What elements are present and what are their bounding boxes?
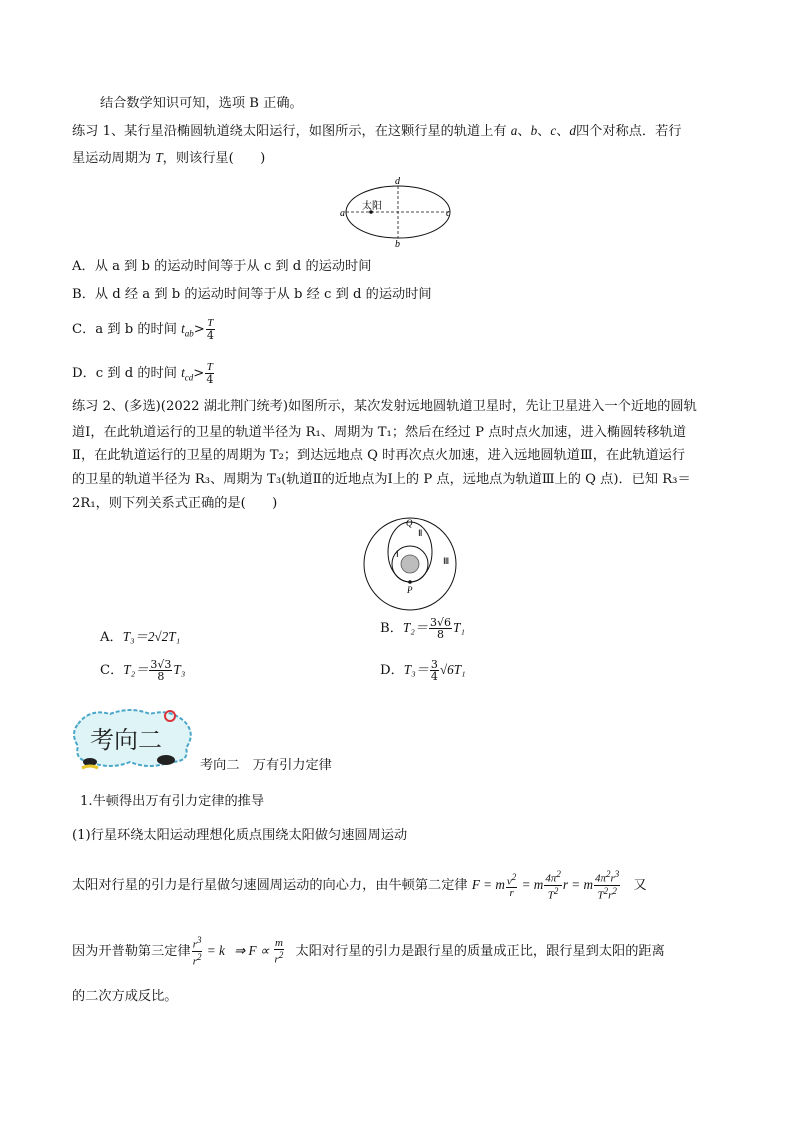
exercise-2-line-5: 2R₁，则下列关系式正确的是( ) [72,496,278,511]
exercise-2-option-b: B．T₂＝ $\frac{3√6}{8}$ T₁ [380,616,465,641]
exercise-1-line-2: 星运动周期为 T，则该行星( ) [72,150,266,166]
label-p: P [407,585,413,595]
ellipse-orbit-figure [338,174,458,248]
exercise-2-line-2: 道Ⅰ，在此轨道运行的卫星的轨道半径为 R₁、周期为 T₁；然后在经过 P 点时点火加速，进入椭圆转移轨道 [72,425,687,440]
exercise-2-option-a: A．T₃＝2√2T₁ [100,629,181,645]
section-badge [70,704,198,774]
satellite-orbits-figure [360,512,462,612]
paragraph-1: 1.牛顿得出万有引力定律的推导 [80,794,265,809]
point-p-dot [408,580,412,584]
badge-blob-icon [157,755,175,765]
exercise-2-line-3: Ⅱ，在此轨道运行的卫星的周期为 T₂；到达远地点 Q 时再次点火加速，进入远地圆轨道Ⅲ，在此轨道运行 [72,448,686,463]
paragraph-4: 因为开普勒第三定律 $\frac{r^3}{r^2}$ = k ⇒ F ∝ $\frac{m}{r^2}$ 太阳对行星的引力是跟行星的质量成正比，跟行星到太阳的距离 [72,935,665,968]
exercise-2-line-4: 的卫星的轨道半径为 R₃、周期为 T₃(轨道Ⅱ的近地点为Ⅰ上的 P 点，远地点为轨道Ⅲ上的 Q 点)．已知 R₃＝ [72,472,691,487]
label-q: Q [406,518,413,528]
badge-text: 考向二 [90,726,162,754]
exercise-1-option-a: A．从 a 到 b 的运动时间等于从 c 到 d 的运动时间 [72,259,372,274]
point-b: b [395,239,400,248]
sun-label: 太阳 [362,201,382,212]
exercise-1-option-d: D．c 到 d 的时间 $t_{cd}>$ $\frac{T}{4}$ [72,361,214,386]
paragraph-5: 的二次方成反比。 [72,989,178,1004]
exercise-1-option-b: B．从 d 经 a 到 b 的运动时间等于从 b 经 c 到 d 的运动时间 [72,287,432,302]
exercise-1-line-1: 练习 1、某行星沿椭圆轨道绕太阳运行，如图所示，在这颗行星的轨道上有 a、b、c、d四个对称点．若行 [72,123,682,139]
exercise-2-option-c: C．T₂＝ $\frac{3√3}{8}$ T₃ [100,658,186,683]
earth [401,555,419,573]
label-ii: Ⅱ [418,528,423,538]
exercise-1-option-c: C．a 到 b 的时间 $t_{ab}>$ $\frac{T}{4}$ [72,317,214,342]
paragraph-3: 太阳对行星的引力是行星做匀速圆周运动的向心力，由牛顿第二定律 F = m $\frac{v^2}{r}$ = m $\frac{4\pi^2}{T^2}$ r = m $\frac{4\pi^2r^3}{T^2r^2}$ 又 [72,869,647,902]
intro-line: 结合数学知识可知，选项 B 正确。 [100,96,303,111]
point-c: c [446,208,451,219]
section-title: 考向二 万有引力定律 [200,758,332,773]
point-d: d [395,176,400,187]
label-iii: Ⅲ [443,556,450,566]
paragraph-2: (1)行星环绕太阳运动理想化质点围绕太阳做匀速圆周运动 [72,828,408,843]
exercise-2-option-d: D．T₃＝ $\frac{3}{4}$ √6T₁ [380,658,466,683]
point-a: a [340,208,345,219]
label-i: Ⅰ [396,549,399,559]
exercise-2-line-1: 练习 2、(多选)(2022 湖北荆门统考)如图所示，某次发射远地圆轨道卫星时，先让卫星进入一个近地的圆轨 [72,399,697,414]
